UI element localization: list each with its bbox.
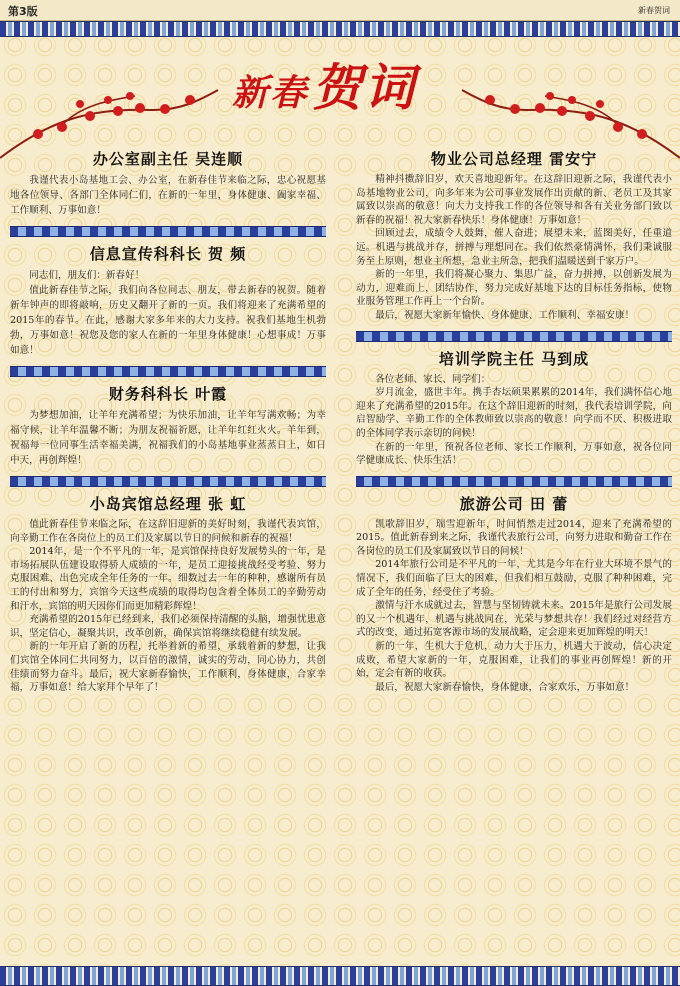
article-text: 最后，祝愿大家新年愉快、身体健康、工作顺利、幸福安康！ [375, 309, 635, 321]
right-column [356, 142, 672, 694]
section-divider [356, 476, 672, 487]
article-text: 2014年旅行公司是不平凡的一年，尤其是今年在行业大环境不景气的情况下，我们面临了巨大的困难，但我们相互鼓励，克服了种种困难，完成了全年的任务，经受住了考验。 [356, 559, 672, 598]
article-text: 新的一年里，我们将凝心聚力、集思广益，奋力拼搏，以创新发展为动力，迎难而上，团结协作，努力完成好基地下达的目标任务指标，使物业服务管理工作再上一个台阶。 [356, 269, 672, 308]
article-heading: 物业公司总经理 雷安宁 [430, 150, 598, 168]
article-text: 同志们，朋友们：新春好！ [29, 270, 145, 281]
section-divider [10, 366, 326, 377]
title-part1: 新春 [232, 72, 309, 114]
article-text: 值此新春佳节之际，我们向各位同志、朋友，带去新春的祝贺。随着新年钟声的即将敲响，历史又翻开了新的一页。我们将迎来了充满希望的2015年的春节。在此，感谢大家多年来的大力支持。祝我们基地生机勃勃，万事如意！祝您及您的家人在新的一年里身体健康！心想事成！万事如意！ [10, 285, 326, 356]
section-divider [10, 476, 326, 487]
article-text: 为梦想加油，让羊年充满希望；为快乐加油，让羊年写满欢畅；为幸福守候，让羊年温馨不断；为朋友祝福祈愿，让羊年红红火火。羊年到，祝福每一位同事生活幸福美满，祝福我们的小岛基地事业蒸蒸日上，如日中天，再创辉煌！ [10, 410, 326, 466]
bottom-border [0, 966, 680, 986]
page-title [232, 48, 462, 118]
page-number: 第3版 [8, 5, 38, 18]
article-text: 回顾过去，成绩令人鼓舞，催人奋进；展望未来，蓝图美好，任重道远。机遇与挑战并存，拼搏与理想同在。我们依然豪情满怀，我们秉诚服务至上原则，想业主所想，急业主所急，把我们温暖送到千家万户。 [356, 228, 672, 267]
article-text: 凯歌辞旧岁，瑞雪迎新年，时间悄然走过2014，迎来了充满希望的2015。值此新春到来之际，我谨代表旅行公司，向努力进取和勤奋工作在各岗位的员工们及家属致以节日的问候！ [356, 518, 672, 557]
title-part2: 贺词 [312, 58, 417, 117]
section-divider [10, 226, 326, 237]
article-text: 值此新春佳节来临之际，在这辞旧迎新的美好时刻，我谨代表宾馆，向辛勤工作在各岗位上的员工们及家属以节日的问候和新春的祝福！ [10, 519, 326, 544]
article-text: 充满希望的2015年已经到来，我们必须保持清醒的头脑，增强忧患意识，坚定信心，凝聚共识，改革创新，确保宾馆将继续稳健有续发展。 [10, 614, 326, 639]
article-text: 我谨代表小岛基地工会、办公室，在新春佳节来临之际，忠心祝愿基地各位领导、各部门全体同仁们，在新的一年里，身体健康、阖家幸福、工作顺利、万事如意！ [10, 175, 326, 216]
article-heading: 旅游公司 田 蕾 [459, 494, 569, 513]
article-text: 在新的一年里，预祝各位老师、家长工作顺利，万事如意，祝各位同学健康成长、快乐生活！ [356, 441, 672, 467]
top-bar [0, 0, 680, 21]
article-text: 精神抖擞辞旧岁，欢天喜地迎新年。在这辞旧迎新之际，我谨代表小岛基地物业公司，向多年来为公司事业发展作出贡献的新、老员工及其家属致以崇高的敬意！向大力支持我工作的各位领导和各有关业务部门致以新春的祝福！祝大家新春快乐！身体健康！万事如意！ [356, 174, 672, 226]
article-text: 岁月流金，盛世丰年。携手杏坛硕果累累的2014年，我们满怀信心地迎来了充满希望的2015年。在这个辞旧迎新的时刻，我代表培训学院，向启智励学、辛勤工作的全体教师致以崇高的敬意！向学而不厌、积极进取的全体同学表示亲切的问候！ [356, 387, 672, 439]
article-heading: 财务科科长 叶霞 [108, 385, 228, 403]
article-heading: 办公室副主任 吴连顺 [92, 150, 244, 168]
article-text: 新的一年开启了新的历程，托举着新的希望，承载着新的梦想，让我们宾馆全体同仁共同努力，以百倍的激情，诚实的劳动，同心协力，共创佳绩而努力奋斗。最后，祝大家新春愉快，工作顺利，身体健康，合家幸福，万事如意！给大家拜个早年了！ [10, 641, 326, 694]
section-divider [356, 331, 672, 342]
article-text: 2014年，是一个不平凡的一年，是宾馆保持良好发展势头的一年，是市场拓展队伍建设取得骄人成绩的一年，是员工迎接挑战经受考验、努力克服困难、出色完成全年任务的一年。细数过去一年的种种，感谢所有员工的付出和努力，宾馆今天这些成绩的取得均包含着全体员工的辛勤劳动和汗水，宾馆的明天因你们而更加精彩辉煌！ [10, 546, 326, 612]
left-column [10, 142, 326, 695]
article-heading: 信息宣传科科长 贺 频 [89, 245, 247, 263]
article-text: 激情与汗水成就过去，智慧与坚韧铸就未来。2015年是旅行公司发展的又一个机遇年，机遇与挑战同在，光荣与梦想共存！我们经过对经营方式的改变，通过拓宽客源市场的发展战略，定会迎来更加辉煌的明天！ [356, 600, 672, 639]
article-text: 各位老师、家长、同学们： [375, 373, 491, 385]
article-text: 新的一年，生机大于危机，动力大于压力，机遇大于波动，信心决定成败，希望大家新的一年，克服困难，让我们的事业再创辉煌！新的开始，定会有新的收获。 [356, 641, 672, 680]
top-border [0, 21, 680, 37]
page-section: 新春贺词 [638, 6, 670, 15]
article-heading: 小岛宾馆总经理 张 虹 [89, 495, 247, 513]
article-heading: 培训学院主任 马到成 [438, 349, 590, 368]
article-text: 最后，祝愿大家新春愉快，身体健康，合家欢乐，万事如意！ [375, 681, 635, 693]
